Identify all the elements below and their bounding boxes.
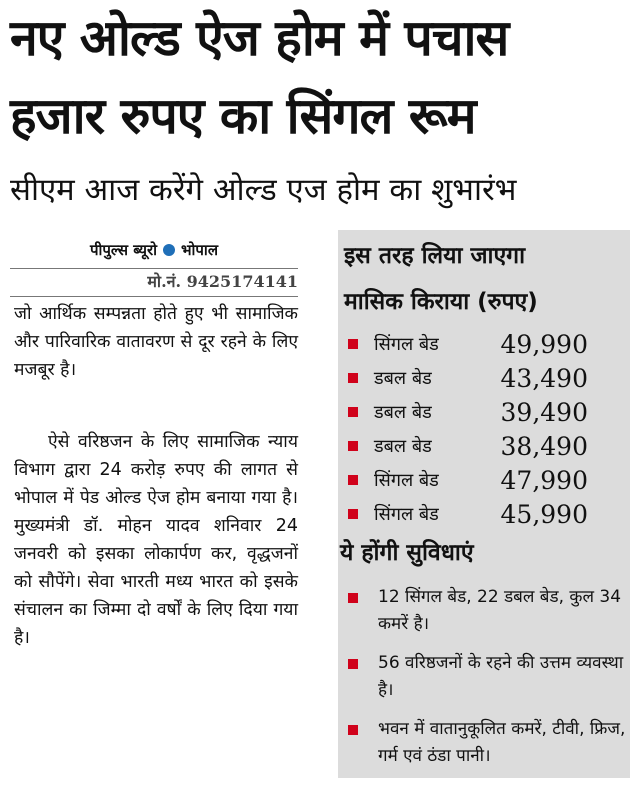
rent-title-line-1: इस तरह लिया जाएगा	[344, 243, 526, 269]
facility-item	[348, 716, 626, 770]
rent-title-line-2: मासिक किराया (रुपए)	[344, 289, 538, 315]
headline-line-1: नए ओल्ड ऐज होम में पचास	[10, 9, 509, 67]
rent-row	[348, 463, 588, 497]
rent-amount: 49,990	[500, 329, 588, 359]
room-type: डबल बेड	[374, 368, 432, 389]
contact-number: मो.नं. 9425174141	[147, 272, 298, 291]
facility-item	[348, 584, 626, 638]
rent-amount: 39,490	[500, 397, 588, 427]
square-bullet-icon	[348, 475, 358, 485]
square-bullet-icon	[348, 659, 358, 669]
article-paragraph-2: ऐसे वरिष्ठजन के लिए सामाजिक न्याय विभाग द्वारा 24 करोड़ रुपए की लागत से भोपाल में पेड ओल्ड ऐज होम बनाया गया है। मुख्यमंत्री डॉ. मोहन यादव शनिवार 24 जनवरी को इसका लोकार्पण कर, वृद्धजनों को सौपेंगे। सेवा भारती मध्य भारत को इसके संचालन का जिम्मा दो वर्षों के लिए दिया गया है।	[14, 432, 298, 648]
rent-amount: 43,490	[500, 363, 588, 393]
room-type: सिंगल बेड	[374, 470, 439, 491]
rent-row	[348, 429, 588, 463]
room-type: डबल बेड	[374, 402, 432, 423]
room-type: डबल बेड	[374, 436, 432, 457]
rent-row	[348, 327, 588, 361]
rent-amount: 45,990	[500, 499, 588, 529]
square-bullet-icon	[348, 441, 358, 451]
subheadline: सीएम आज करेंगे ओल्ड एज होम का शुभारंभ	[10, 172, 517, 208]
bureau-name: पीपुल्स ब्यूरो	[90, 241, 157, 259]
facility-text: भवन में वातानुकूलित कमरें, टीवी, फ्रिज, गर्म एवं ठंडा पानी।	[378, 719, 626, 766]
rent-row	[348, 395, 588, 429]
room-type: सिंगल बेड	[374, 504, 439, 525]
square-bullet-icon	[348, 339, 358, 349]
rent-row	[348, 361, 588, 395]
bullet-dot-icon	[163, 244, 175, 256]
byline	[10, 234, 298, 266]
square-bullet-icon	[348, 509, 358, 519]
contact-divider	[10, 296, 298, 297]
rent-amount: 47,990	[500, 465, 588, 495]
rent-row	[348, 497, 588, 531]
headline-line-2: हजार रुपए का सिंगल रूम	[10, 87, 476, 145]
facility-text: 56 वरिष्ठजनों के रहने की उत्तम व्यवस्था है।	[378, 653, 624, 700]
square-bullet-icon	[348, 373, 358, 383]
room-type: सिंगल बेड	[374, 334, 439, 355]
city-name: भोपाल	[180, 241, 218, 259]
square-bullet-icon	[348, 407, 358, 417]
facility-item	[348, 650, 626, 704]
square-bullet-icon	[348, 593, 358, 603]
facilities-title: ये होंगी सुविधाएं	[340, 540, 474, 566]
byline-divider	[10, 268, 298, 269]
rent-amount: 38,490	[500, 431, 588, 461]
square-bullet-icon	[348, 725, 358, 735]
facility-text: 12 सिंगल बेड, 22 डबल बेड, कुल 34 कमरें है।	[378, 587, 622, 634]
article-paragraph-1: जो आर्थिक सम्पन्नता होते हुए भी सामाजिक और पारिवारिक वातावरण से दूर रहने के लिए मजबूर है।	[14, 304, 298, 380]
